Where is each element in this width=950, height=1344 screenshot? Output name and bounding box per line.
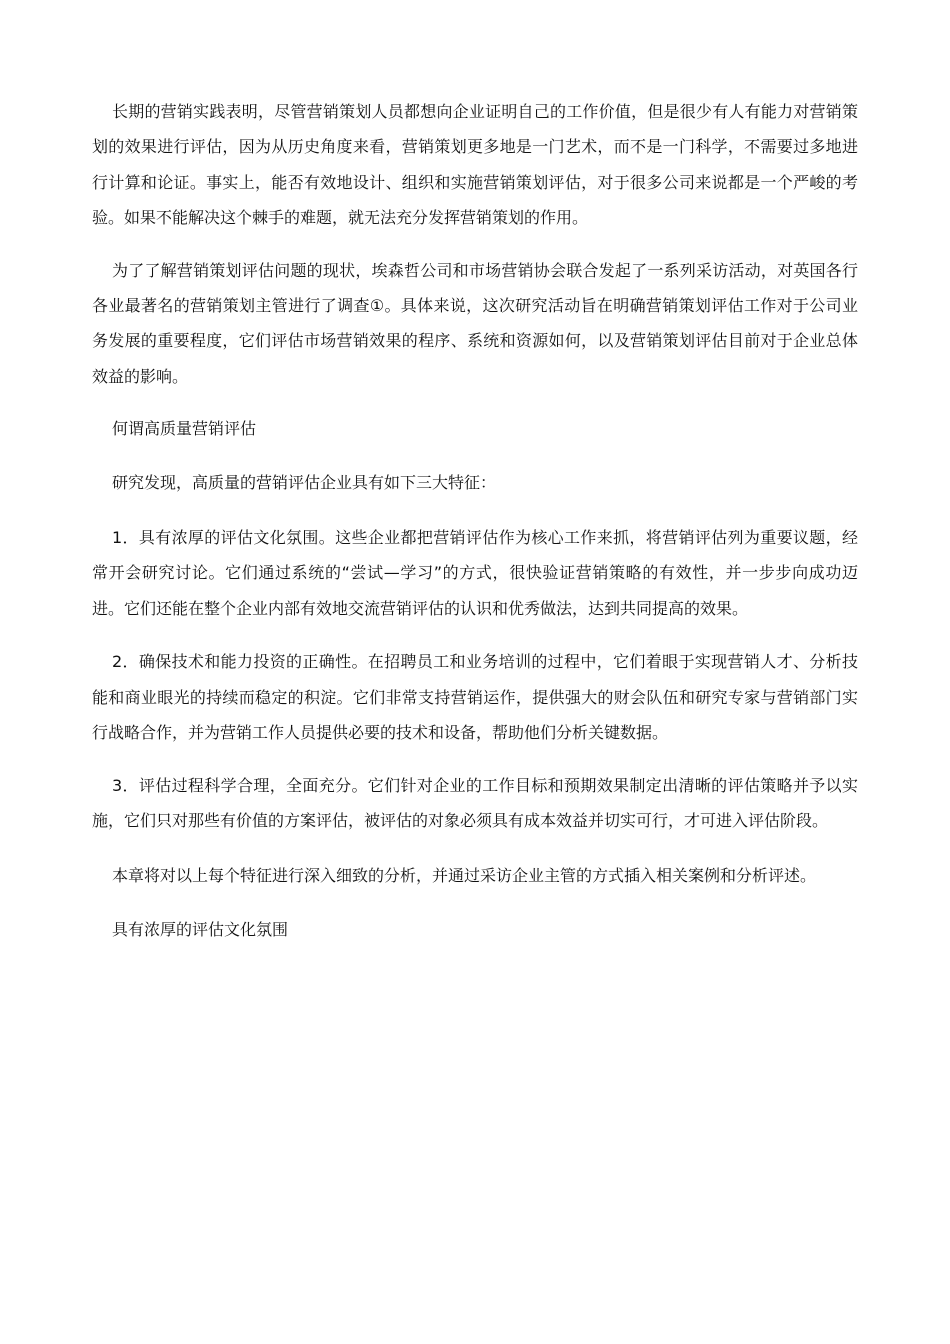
survey-paragraph: 为了了解营销策划评估问题的现状，埃森哲公司和市场营销协会联合发起了一系列采访活动，对英国各行各业最著名的营销策划主管进行了调查①。具体来说，这次研究活动旨在明确营销策划评估工作对于公司业务发展的重要程度，它们评估市场营销效果的程序、系统和资源如何，以及营销策划评估目前对于企业总体效益的影响。 — [92, 260, 858, 386]
feature-1-paragraph: 1．具有浓厚的评估文化氛围。这些企业都把营销评估作为核心工作来抓，将营销评估列为重要议题，经常开会研究讨论。它们通过系统的“尝试—学习”的方式，很快验证营销策略的有效性，并一步步向成功迈进。它们还能在整个企业内部有效地交流营销评估的认识和优秀做法，达到共同提高的效果。 — [92, 528, 858, 618]
findings-paragraph: 研究发现，高质量的营销评估企业具有如下三大特征： — [112, 472, 497, 492]
chapter-summary-paragraph: 本章将对以上每个特征进行深入细致的分析，并通过采访企业主管的方式插入相关案例和分析评述。 — [112, 866, 817, 886]
section-heading: 何谓高质量营销评估 — [112, 419, 257, 439]
document-body — [92, 94, 858, 947]
intro-paragraph: 长期的营销实践表明，尽管营销策划人员都想向企业证明自己的工作价值，但是很少有人有能力对营销策划的效果进行评估，因为从历史角度来看，营销策划更多地是一门艺术，而不是一门科学，不需要过多地进行计算和论证。事实上，能否有效地设计、组织和实施营销策划评估，对于很多公司来说都是一个严峻的考验。如果不能解决这个棘手的难题，就无法充分发挥营销策划的作用。 — [92, 102, 858, 228]
feature-2-paragraph: 2．确保技术和能力投资的正确性。在招聘员工和业务培训的过程中，它们着眼于实现营销人才、分析技能和商业眼光的持续而稳定的积淀。它们非常支持营销运作，提供强大的财会队伍和研究专家与营销部门实行战略合作，并为营销工作人员提供必要的技术和设备，帮助他们分析关键数据。 — [92, 652, 858, 743]
feature-3-paragraph: 3．评估过程科学合理，全面充分。它们针对企业的工作目标和预期效果制定出清晰的评估策略并予以实施，它们只对那些有价值的方案评估，被评估的对象必须具有成本效益并切实可行，才可进入评估阶段。 — [92, 775, 858, 830]
subsection-heading: 具有浓厚的评估文化氛围 — [112, 919, 289, 939]
